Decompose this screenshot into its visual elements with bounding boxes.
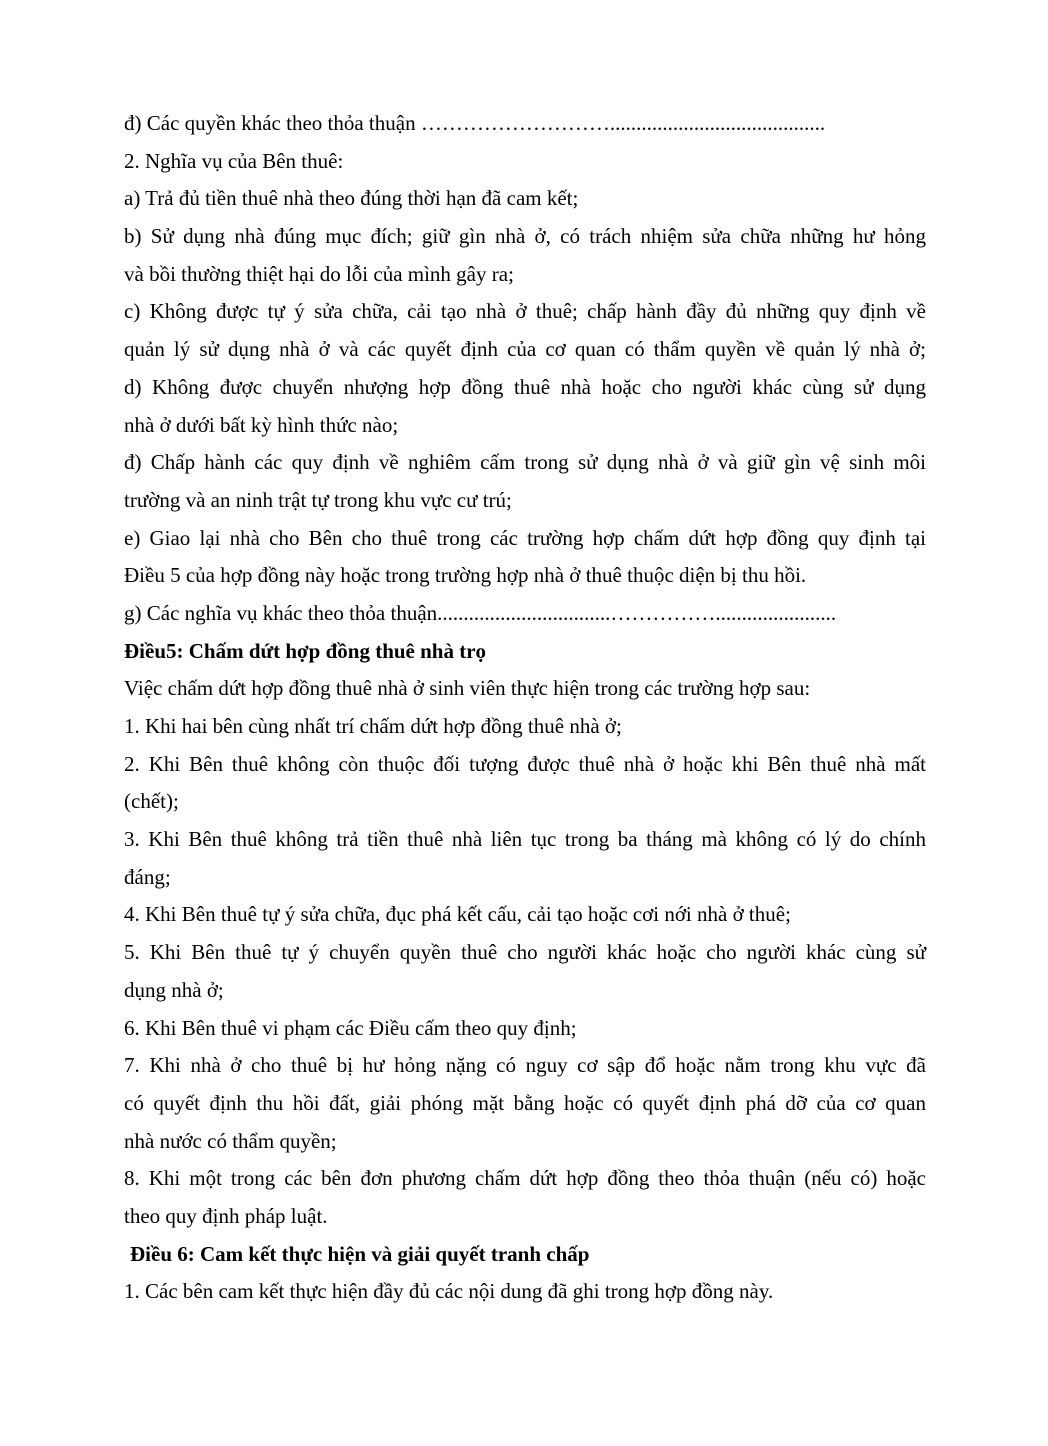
text-line: d) Không được chuyển nhượng hợp đồng thuê nhà hoặc cho người khác cùng sử dụng	[124, 374, 926, 399]
text-line: Việc chấm dứt hợp đồng thuê nhà ở sinh viên thực hiện trong các trường hợp sau:	[124, 676, 811, 701]
text-line: có quyết định thu hồi đất, giải phóng mặt bằng hoặc có quyết định phá dỡ của cơ quan	[124, 1090, 926, 1115]
section-heading: Điều5: Chấm dứt hợp đồng thuê nhà trọ	[124, 638, 487, 663]
text-line: 7. Khi nhà ở cho thuê bị hư hỏng nặng có nguy cơ sập đổ hoặc nằm trong khu vực đã	[124, 1053, 926, 1078]
text-line: 2. Khi Bên thuê không còn thuộc đối tượng được thuê nhà ở hoặc khi Bên thuê nhà mất	[124, 751, 926, 776]
text-line: Điều 5 của hợp đồng này hoặc trong trường hợp nhà ở thuê thuộc diện bị thu hồi.	[124, 563, 807, 588]
text-line: đáng;	[124, 864, 171, 889]
text-line: 6. Khi Bên thuê vi phạm các Điều cấm theo quy định;	[124, 1015, 577, 1040]
text-line: theo quy định pháp luật.	[124, 1203, 328, 1228]
text-line: (chết);	[124, 789, 179, 814]
text-line: và bồi thường thiệt hại do lỗi của mình gây ra;	[124, 261, 514, 286]
text-line: c) Không được tự ý sửa chữa, cải tạo nhà ở thuê; chấp hành đầy đủ những quy định về	[124, 299, 926, 324]
section-heading: Điều 6: Cam kết thực hiện và giải quyết tranh chấp	[130, 1241, 590, 1266]
text-line: e) Giao lại nhà cho Bên cho thuê trong các trường hợp chấm dứt hợp đồng quy định tại	[124, 525, 926, 550]
text-line: a) Trả đủ tiền thuê nhà theo đúng thời hạn đã cam kết;	[124, 186, 579, 211]
text-line: đ) Các quyền khác theo thỏa thuận ……………………….........................................	[124, 111, 826, 135]
text-line: 1. Khi hai bên cùng nhất trí chấm dứt hợp đồng thuê nhà ở;	[124, 714, 622, 738]
text-line: dụng nhà ở;	[124, 977, 224, 1002]
text-line: 4. Khi Bên thuê tự ý sửa chữa, đục phá kết cấu, cải tạo hoặc cơi nới nhà ở thuê;	[124, 902, 791, 927]
text-line: b) Sử dụng nhà đúng mục đích; giữ gìn nhà ở, có trách nhiệm sửa chữa những hư hỏng	[124, 224, 926, 249]
text-line: 1. Các bên cam kết thực hiện đầy đủ các nội dung đã ghi trong hợp đồng này.	[124, 1279, 774, 1304]
document-body	[124, 105, 926, 1311]
text-line: nhà nước có thẩm quyền;	[124, 1128, 337, 1153]
text-line: g) Các nghĩa vụ khác theo thỏa thuận.................................…………….......................	[124, 600, 837, 625]
text-line: đ) Chấp hành các quy định về nghiêm cấm trong sử dụng nhà ở và giữ gìn vệ sinh môi	[124, 450, 926, 475]
text-line: trường và an ninh trật tự trong khu vực cư trú;	[124, 487, 512, 512]
text-line: 3. Khi Bên thuê không trả tiền thuê nhà liên tục trong ba tháng mà không có lý do chính	[124, 827, 926, 852]
text-line: quản lý sử dụng nhà ở và các quyết định của cơ quan có thẩm quyền về quản lý nhà ở;	[124, 337, 926, 362]
text-line: nhà ở dưới bất kỳ hình thức nào;	[124, 412, 399, 437]
text-line: 8. Khi một trong các bên đơn phương chấm dứt hợp đồng theo thỏa thuận (nếu có) hoặc	[124, 1166, 926, 1191]
text-line: 5. Khi Bên thuê tự ý chuyển quyền thuê cho người khác hoặc cho người khác cùng sử	[124, 940, 926, 965]
text-line: 2. Nghĩa vụ của Bên thuê:	[124, 148, 344, 173]
